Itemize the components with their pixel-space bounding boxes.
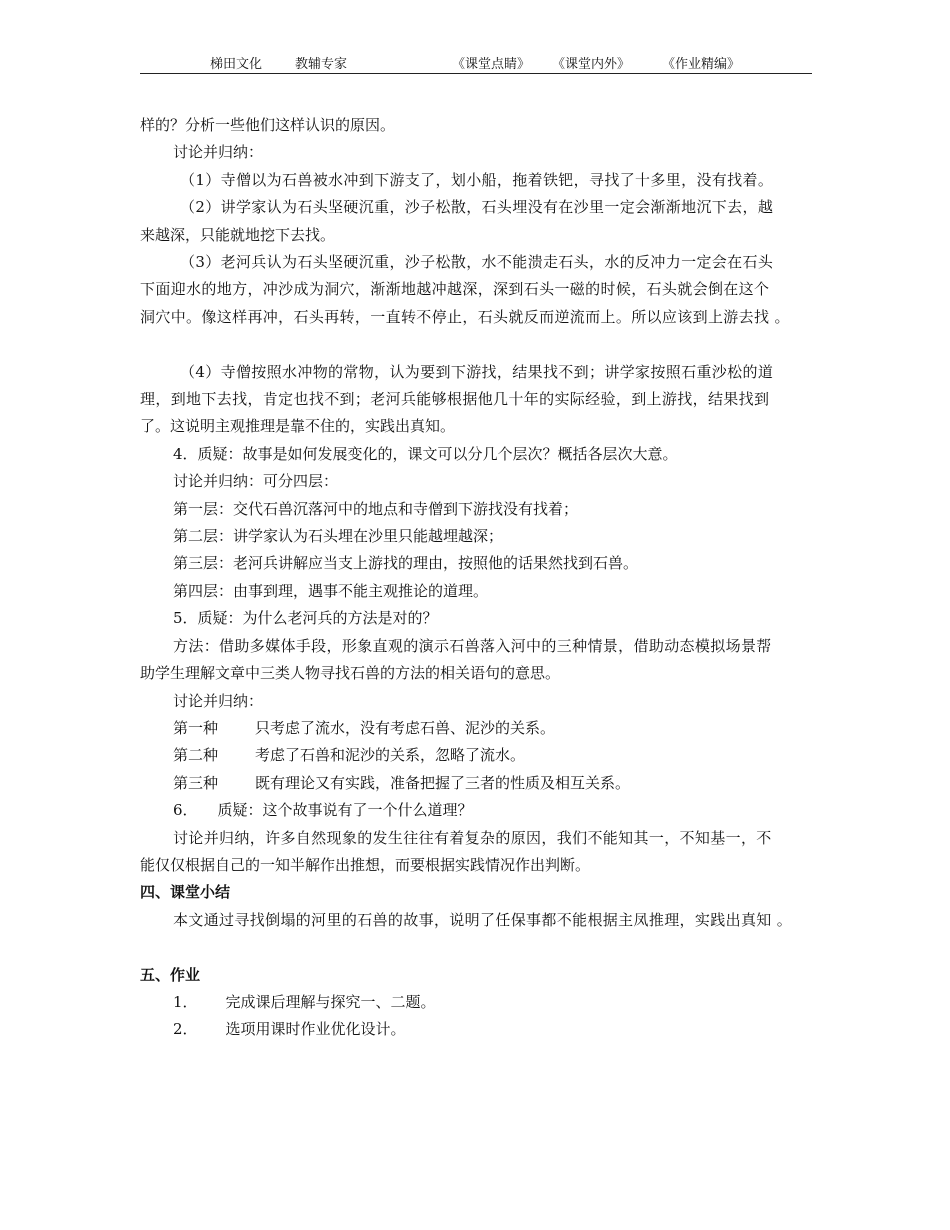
text-line: 4．质疑：故事是如何发展变化的，课文可以分几个层次？概括各层次大意。 [173, 444, 678, 463]
text-line: 5．质疑：为什么老河兵的方法是对的？ [173, 609, 438, 628]
header-slogan: 教辅专家 [295, 57, 348, 72]
page-header [140, 56, 812, 73]
list-item-label: 第一种 [173, 718, 219, 737]
list-item-text: 只考虑了流水，没有考虑石兽、泥沙的关系。 [255, 718, 556, 737]
header-book-1: 《课堂点睛》 [452, 57, 531, 72]
text-line: 助学生理解文章中三类人物寻找石兽的方法的相关语句的意思。 [140, 664, 561, 683]
text-line: 能仅仅根据自己的一知半解作出推想，而要根据实践情况作出判断。 [140, 855, 591, 874]
list-item [140, 770, 812, 797]
text-line: 本文通过寻找倒塌的河里的石兽的故事，说明了任保事都不能根据主凤推理，实践出真知 。 [173, 910, 793, 929]
list-item-text: 考虑了石兽和泥沙的关系，忽略了流水。 [255, 746, 526, 765]
list-item-text: 既有理论又有实践，准备把握了三者的性质及相互关系。 [255, 773, 631, 792]
list-item-label: 第二种 [173, 746, 219, 765]
item-number: 6． [173, 801, 198, 820]
list-item [140, 742, 812, 769]
header-brand: 梯田文化 [210, 57, 263, 72]
section-heading: 四、课堂小结 [140, 883, 231, 902]
text-line: 理，到地下去找，肯定也找不到；老河兵能够根据他几十年的实际经验，到上游找，结果找到 [140, 390, 770, 409]
item-number: 1． [173, 992, 198, 1011]
item-text: 质疑：这个故事说有了一个什么道理？ [217, 801, 473, 820]
text-line: 讨论并归纳： [173, 143, 264, 162]
item-text: 完成课后理解与探究一、二题。 [225, 992, 436, 1011]
blank-line [140, 934, 812, 961]
text-line: 样的？分析一些他们这样认识的原因。 [140, 116, 396, 134]
list-item-label: 第三种 [173, 773, 219, 792]
header-rule [140, 73, 812, 74]
list-item [140, 715, 812, 742]
header-book-2: 《课堂内外》 [552, 57, 631, 72]
text-line: 讨论并归纳： [173, 691, 264, 710]
text-line: 来越深，只能就地挖下去找。 [140, 225, 336, 244]
text-line: 第四层：由事到理，遇事不能主观推论的道理。 [173, 581, 489, 600]
text-line: 讨论并归纳，许多自然现象的发生往往有着复杂的原因，我们不能知其一，不知基一，不 [173, 828, 772, 847]
text-line: 了。这说明主观推理是靠不住的，实践出真知。 [140, 417, 456, 436]
text-line: 第三层：老河兵讲解应当支上游找的理由，按照他的话果然找到石兽。 [173, 554, 639, 573]
item-number: 2． [173, 1020, 198, 1039]
text-line: （4）寺僧按照水冲物的常物，认为要到下游找，结果找不到；讲学家按照石重沙松的道 [180, 362, 774, 381]
text-line: 方法：借助多媒体手段，形象直观的演示石兽落入河中的三种情景，借助动态模拟场景帮 [173, 636, 772, 655]
header-book-3: 《作业精编》 [662, 57, 741, 72]
text-line: 下面迎水的地方，冲沙成为洞穴，渐渐地越冲越深，深到石头一磁的时候，石头就会倒在这个 [140, 280, 770, 299]
text-line: 洞穴中。像这样再冲，石头再转，一直转不停止，石头就反而逆流而上。所以应该到上游去找 。 [140, 307, 790, 326]
text-line: 第一层：交代石兽沉落河中的地点和寺僧到下游找没有找着； [173, 499, 579, 518]
homework-item [140, 1016, 812, 1043]
item-text: 选项用课时作业优化设计。 [225, 1020, 406, 1039]
text-line: 讨论并归纳：可分四层： [173, 472, 339, 491]
text-line: 第二层：讲学家认为石头埋在沙里只能越埋越深； [173, 527, 504, 546]
text-line: （2）讲学家认为石头坚硬沉重，沙子松散，石头埋没有在沙里一定会渐渐地沉下去，越 [180, 198, 774, 217]
text-line [140, 797, 812, 824]
section-heading: 五、作业 [140, 965, 201, 984]
text-line: （1）寺僧以为石兽被水冲到下游支了，划小船，拖着铁钯，寻找了十多里，没有找着。 [180, 170, 774, 189]
homework-item [140, 989, 812, 1016]
document-body [140, 112, 812, 1044]
text-line: （3）老河兵认为石头坚硬沉重，沙子松散，水不能溃走石头，水的反冲力一定会在石头 [180, 253, 774, 272]
blank-line [140, 331, 812, 358]
